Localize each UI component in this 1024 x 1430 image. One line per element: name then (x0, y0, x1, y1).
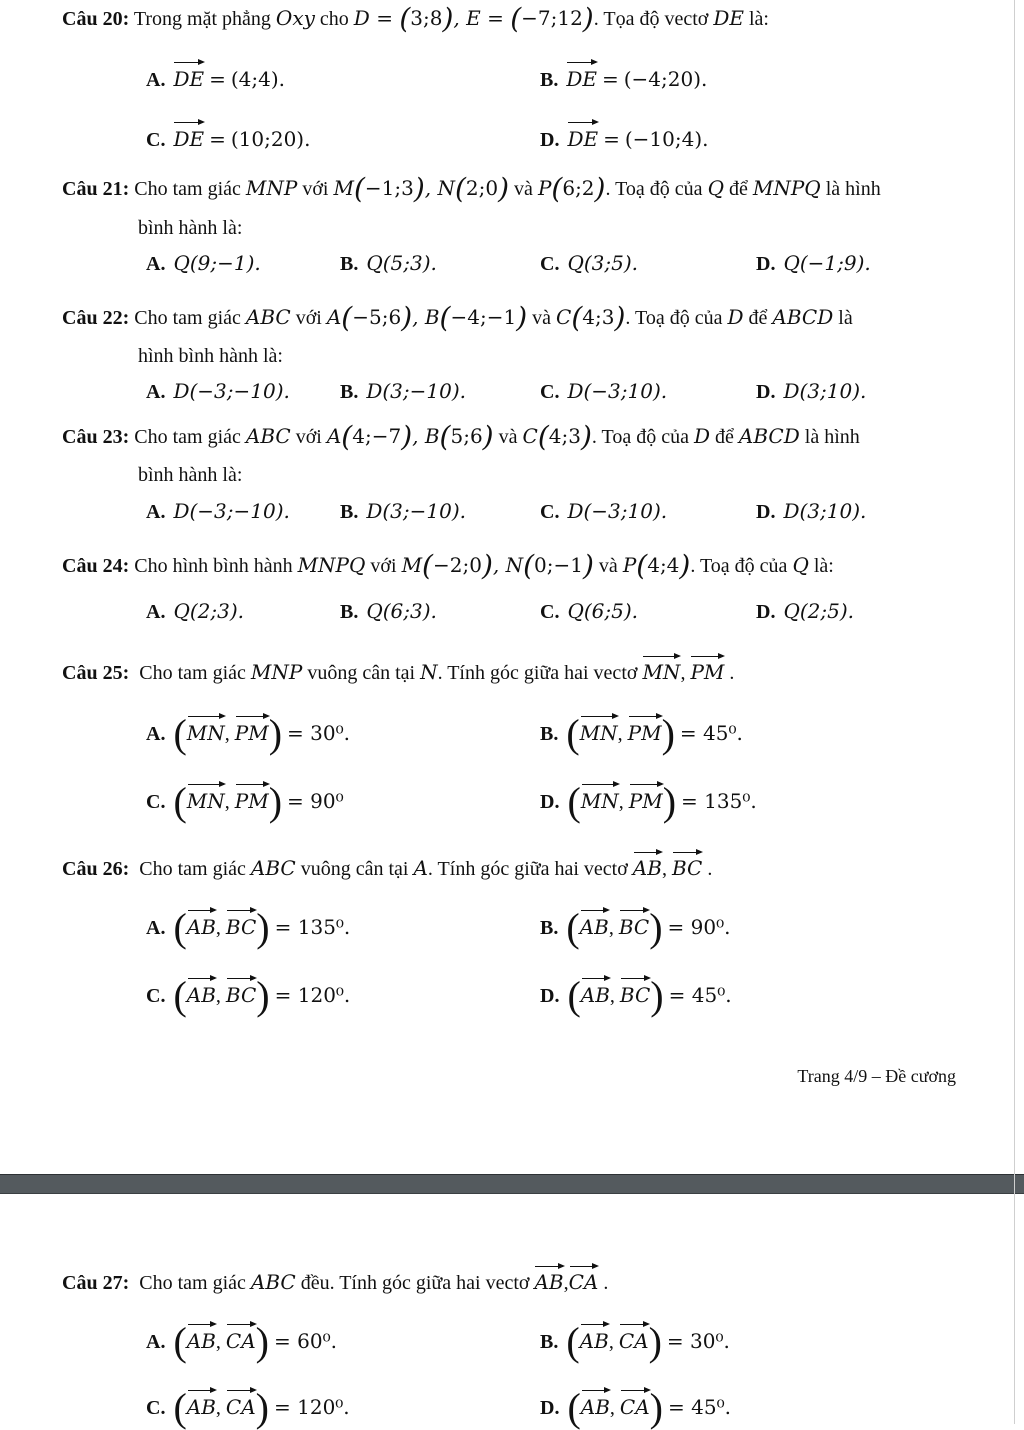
vector-mn: MN (187, 712, 225, 748)
question-text: để (715, 426, 734, 448)
option-value: = 120⁰. (274, 983, 351, 1007)
math: MNPQ (297, 553, 366, 577)
option-value: D(−3;10). (567, 499, 668, 523)
option-value: Q(9;−1). (173, 251, 261, 275)
option-letter: C. (146, 129, 166, 151)
question-20 (62, 4, 962, 33)
option-26-d[interactable]: D. (AB, BC) = 45⁰. (540, 973, 732, 1018)
option-value: = 45⁰. (679, 721, 743, 745)
option-letter: C. (146, 1397, 166, 1419)
question-number: Câu 27: (62, 1272, 130, 1294)
math: M(−1;3), N(2;0) (333, 172, 510, 205)
option-letter: A. (146, 501, 166, 523)
question-25: Câu 25: Cho tam giác MNP vuông cân tại N. Tính góc giữa hai vectơ MN, PM . (62, 652, 962, 687)
vector-ca: CA (569, 1262, 599, 1296)
question-text: . Toạ độ của (625, 307, 723, 329)
option-value: = 135⁰. (274, 915, 351, 939)
option-26-c[interactable]: C. (AB, BC) = 120⁰. (146, 973, 351, 1018)
math: P(6;2) (537, 172, 606, 205)
math: Q (792, 553, 809, 577)
viewer-edge (1014, 0, 1015, 1424)
option-value: D(−3;−10). (173, 379, 290, 403)
vector-mn: MN (581, 780, 619, 816)
question-text: là hình (804, 426, 860, 448)
math: ABC (245, 424, 291, 448)
option-20-b[interactable]: B. DE = (−4;20). (540, 58, 707, 95)
option-20-d[interactable]: D. DE = (−10;4). (540, 118, 709, 155)
option-value: = 90⁰. (667, 915, 731, 939)
vector-bc: BC (226, 974, 256, 1010)
option-27-b[interactable]: B. (AB, CA) = 30⁰. (540, 1319, 730, 1364)
math: N (420, 660, 438, 684)
option-26-b[interactable]: B. (AB, BC) = 90⁰. (540, 905, 731, 950)
vector-bc: BC (619, 906, 649, 942)
option-24-b[interactable] (340, 596, 437, 627)
question-text: để (748, 307, 768, 329)
vector-ab: AB (187, 1386, 216, 1422)
option-25-a[interactable]: A. (MN, PM) = 30⁰. (146, 711, 350, 756)
option-value: (4;4). (230, 67, 286, 91)
option-value: D(3;10). (783, 499, 867, 523)
question-23 (62, 422, 962, 451)
option-value: D(3;−10). (366, 379, 467, 403)
option-letter: A. (146, 601, 166, 623)
option-letter: C. (540, 253, 560, 275)
option-letter: C. (540, 601, 560, 623)
option-letter: A. (146, 381, 166, 403)
option-26-a[interactable]: A. (AB, BC) = 135⁰. (146, 905, 351, 950)
question-text: Cho tam giác (134, 307, 241, 329)
math: Q (707, 176, 724, 200)
question-text: là (838, 307, 853, 329)
option-letter: D. (540, 129, 560, 151)
question-number: Câu 24: (62, 555, 130, 577)
vector-mn: MN (580, 712, 618, 748)
question-text: vuông cân tại (307, 662, 416, 684)
math: ABC (245, 305, 291, 329)
option-23-d[interactable] (756, 496, 866, 527)
option-value: Q(2;5). (783, 599, 854, 623)
question-text: . Toạ độ của (605, 178, 703, 200)
vector-ab: AB (187, 1320, 216, 1356)
vector-pm: PM (629, 780, 663, 816)
question-text: . Tính góc giữa hai vectơ (427, 858, 628, 880)
question-number: Câu 20: (62, 8, 130, 30)
option-20-c[interactable]: C. DE = (10;20). (146, 118, 310, 155)
option-value: (−4;20). (623, 67, 708, 91)
question-text: . Tính góc giữa hai vectơ (437, 662, 638, 684)
vector-ab: AB (580, 1320, 609, 1356)
question-text: và (514, 178, 533, 200)
math: DE (713, 6, 744, 30)
option-value: D(3;10). (783, 379, 867, 403)
vector-bc: BC (672, 848, 702, 882)
question-text: và (598, 555, 618, 577)
question-26: Câu 26: Cho tam giác ABC vuông cân tại A. Tính góc giữa hai vectơ AB, BC . (62, 848, 962, 883)
question-number: Câu 23: (62, 426, 130, 448)
question-text: Cho hình bình hành (134, 555, 293, 577)
vector-ab: AB (187, 906, 216, 942)
option-letter: D. (756, 601, 776, 623)
option-value: (−10;4). (624, 127, 709, 151)
question-24 (62, 551, 962, 580)
option-value: (10;20). (230, 127, 311, 151)
question-text: Trong mặt phẳng (133, 8, 271, 30)
vector-ca: CA (619, 1320, 649, 1356)
option-value: = 120⁰. (274, 1395, 350, 1419)
vector-ca: CA (620, 1386, 650, 1422)
option-value: = 90⁰ (287, 789, 344, 813)
option-letter: D. (756, 501, 776, 523)
option-letter: B. (340, 601, 359, 623)
option-value: D(−3;−10). (173, 499, 290, 523)
question-text-continued: bình hành là: (138, 464, 243, 486)
vector-bc: BC (226, 906, 256, 942)
vector-pm: PM (628, 712, 662, 748)
question-27: Câu 27: Cho tam giác ABC đều. Tính góc giữa hai vectơ AB,CA . (62, 1262, 962, 1297)
option-letter: B. (340, 501, 359, 523)
vector-de: DE (173, 58, 204, 94)
option-letter: D. (756, 381, 776, 403)
vector-ab: AB (581, 974, 610, 1010)
question-number: Câu 25: (62, 662, 130, 684)
option-23-c[interactable] (540, 496, 667, 527)
math: MNP (245, 176, 298, 200)
option-21-d[interactable] (756, 248, 871, 279)
option-21-c[interactable] (540, 248, 638, 279)
math: MNP (250, 660, 303, 684)
option-27-c[interactable]: C. (AB, CA) = 120⁰. (146, 1385, 350, 1430)
vector-ab: AB (633, 848, 662, 882)
vector-pm: PM (690, 652, 724, 686)
option-letter: B. (540, 1331, 559, 1353)
vector-pm: PM (235, 780, 269, 816)
option-value: Q(−1;9). (783, 251, 871, 275)
option-value: Q(6;3). (366, 599, 437, 623)
option-25-d[interactable]: D. (MN, PM) = 135⁰. (540, 779, 757, 824)
question-text: để (728, 178, 748, 200)
option-21-b[interactable] (340, 248, 437, 279)
option-letter: A. (146, 69, 166, 91)
question-text: với (295, 307, 322, 329)
option-value: = 30⁰. (666, 1329, 730, 1353)
option-22-d[interactable] (756, 376, 866, 407)
option-23-a[interactable] (146, 496, 290, 527)
vector-de: DE (173, 118, 204, 154)
question-22 (62, 303, 962, 332)
option-letter: A. (146, 723, 166, 745)
math: C(4;3) (522, 420, 592, 453)
option-25-b[interactable]: B. (MN, PM) = 45⁰. (540, 711, 743, 756)
option-23-b[interactable] (340, 496, 466, 527)
question-text: và (532, 307, 552, 329)
question-text: . Toạ độ của (690, 555, 788, 577)
option-value: = 45⁰. (668, 1395, 731, 1419)
option-value: Q(6;5). (567, 599, 638, 623)
page-footer: Trang 4/9 – Đề cương (797, 1066, 956, 1086)
vector-ab: AB (534, 1262, 563, 1296)
option-21-a[interactable] (146, 248, 261, 279)
option-value: = 45⁰. (668, 983, 732, 1007)
option-27-d[interactable]: D. (AB, CA) = 45⁰. (540, 1385, 731, 1430)
option-letter: C. (540, 501, 560, 523)
vector-ab: AB (581, 1386, 610, 1422)
option-letter: C. (146, 791, 166, 813)
question-text: cho (319, 8, 349, 30)
option-24-a[interactable] (146, 596, 244, 627)
option-24-d[interactable] (756, 596, 854, 627)
math: A (413, 856, 428, 880)
question-text-continued: hình bình hành là: (138, 345, 283, 367)
vector-ca: CA (226, 1386, 256, 1422)
option-value: Q(3;5). (567, 251, 638, 275)
math: ABC (250, 856, 296, 880)
option-letter: D. (756, 253, 776, 275)
question-number: Câu 21: (62, 178, 130, 200)
vector-bc: BC (620, 974, 650, 1010)
math: Oxy (275, 6, 315, 30)
question-21 (62, 174, 962, 203)
question-text: là hình (825, 178, 881, 200)
question-text-continued: bình hành là: (138, 217, 243, 239)
question-text: Cho tam giác (139, 1272, 246, 1294)
math: ABCD (772, 305, 834, 329)
option-22-c[interactable] (540, 376, 667, 407)
math: ABC (250, 1270, 296, 1294)
question-text: Cho tam giác (134, 426, 241, 448)
vector-ab: AB (580, 906, 609, 942)
option-20-a[interactable]: A. DE = (4;4). (146, 58, 285, 95)
option-letter: B. (340, 253, 359, 275)
vector-mn: MN (187, 780, 225, 816)
option-value: = 30⁰. (287, 721, 350, 745)
question-number: Câu 26: (62, 858, 130, 880)
option-27-a[interactable]: A. (AB, CA) = 60⁰. (146, 1319, 337, 1364)
math: A(4;−7), B(5;6) (326, 420, 494, 453)
option-value: D(3;−10). (366, 499, 467, 523)
option-22-a[interactable] (146, 376, 290, 407)
vector-ca: CA (226, 1320, 256, 1356)
math: P(4;4) (622, 549, 691, 582)
option-letter: A. (146, 1331, 166, 1353)
question-text: . Tọa độ vectơ (593, 8, 709, 30)
option-letter: C. (540, 381, 560, 403)
option-value: D(−3;10). (567, 379, 668, 403)
question-text: Cho tam giác (134, 178, 241, 200)
option-22-b[interactable] (340, 376, 466, 407)
vector-mn: MN (642, 652, 680, 686)
option-letter: B. (540, 917, 559, 939)
option-letter: B. (540, 69, 559, 91)
question-number: Câu 22: (62, 307, 130, 329)
math: C(4;3) (556, 301, 626, 334)
question-text: và (498, 426, 518, 448)
option-letter: B. (540, 723, 559, 745)
math: A(−5;6), B(−4;−1) (326, 301, 528, 334)
option-letter: D. (540, 985, 560, 1007)
option-25-c[interactable]: C. (MN, PM) = 90⁰ (146, 779, 344, 824)
question-text: là: (749, 8, 769, 30)
option-letter: C. (146, 985, 166, 1007)
option-24-c[interactable] (540, 596, 638, 627)
question-text: Cho tam giác (139, 662, 246, 684)
math: MNPQ (752, 176, 821, 200)
option-letter: D. (540, 1397, 560, 1419)
option-value: Q(2;3). (173, 599, 244, 623)
question-text: vuông cân tại (300, 858, 409, 880)
page-5 (0, 1190, 1024, 1430)
option-letter: D. (540, 791, 560, 813)
vector-de: DE (567, 118, 598, 154)
question-text: với (302, 178, 329, 200)
vector-pm: PM (235, 712, 269, 748)
question-text: với (370, 555, 397, 577)
vector-de: DE (566, 58, 597, 94)
option-value: = 135⁰. (681, 789, 757, 813)
question-text: là: (813, 555, 834, 577)
vector-ab: AB (187, 974, 216, 1010)
math: M(−2;0), N(0;−1) (401, 549, 594, 582)
math: D (727, 305, 744, 329)
math: D = (3;8), E = (−7;12) (353, 2, 594, 35)
question-text: . Toạ độ của (591, 426, 689, 448)
math: ABCD (738, 424, 800, 448)
option-letter: A. (146, 253, 166, 275)
option-letter: A. (146, 917, 166, 939)
option-letter: B. (340, 381, 359, 403)
question-text: Cho tam giác (139, 858, 246, 880)
math: D (693, 424, 711, 448)
option-value: Q(5;3). (366, 251, 437, 275)
question-text: với (295, 426, 322, 448)
question-text: đều. Tính góc giữa hai vectơ (300, 1272, 530, 1294)
option-value: = 60⁰. (274, 1329, 337, 1353)
